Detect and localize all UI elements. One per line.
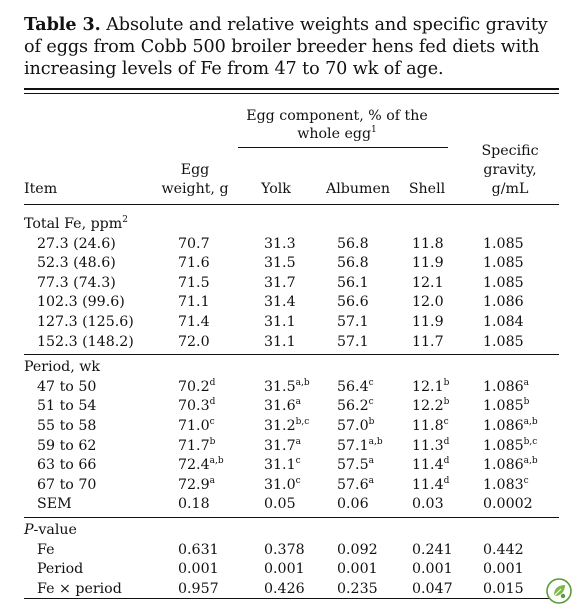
table-cell bbox=[337, 580, 378, 598]
table-cell bbox=[412, 378, 449, 396]
section-title bbox=[24, 358, 100, 376]
cell-significance-letter: c bbox=[209, 417, 215, 427]
cell-value: 1.083 bbox=[483, 476, 524, 493]
table-cell bbox=[483, 437, 537, 455]
section-title-italic: P bbox=[24, 522, 34, 538]
cell-value: 0.047 bbox=[412, 580, 453, 597]
cell-value: 71.4 bbox=[178, 314, 210, 330]
cell-value: 72.0 bbox=[178, 333, 210, 350]
cell-value: 1.086 bbox=[483, 418, 524, 434]
table-cell bbox=[178, 378, 215, 396]
top-rule-thick bbox=[24, 88, 559, 90]
cell-value: 11.7 bbox=[412, 333, 444, 350]
row-item: 63 to 66 bbox=[37, 457, 97, 474]
row-item: Fe × period bbox=[37, 580, 122, 597]
cell-value: 31.7 bbox=[264, 437, 296, 454]
table-cell bbox=[178, 541, 219, 559]
bottom-rule bbox=[24, 598, 559, 599]
cell-value: 12.1 bbox=[412, 378, 444, 395]
table-cell bbox=[178, 580, 219, 598]
table-cell bbox=[483, 560, 524, 578]
table-cell bbox=[337, 476, 374, 494]
cell-significance-letter: d bbox=[209, 377, 216, 388]
table-cell bbox=[337, 293, 369, 311]
cell-value: 56.4 bbox=[337, 378, 369, 395]
table-cell bbox=[264, 495, 296, 513]
header-bottom-rule bbox=[24, 204, 559, 205]
table-cell bbox=[412, 437, 449, 455]
section-title-text: Period, wk bbox=[24, 359, 101, 376]
section-title bbox=[24, 215, 128, 233]
cell-value: 0.05 bbox=[264, 496, 296, 513]
cell-value: 1.085 bbox=[483, 274, 524, 291]
header-yolk: Yolk bbox=[261, 181, 291, 197]
cell-value: 57.5 bbox=[337, 457, 369, 474]
table-cell bbox=[178, 254, 210, 272]
cell-value: 1.085 bbox=[483, 437, 524, 454]
table-cell bbox=[483, 378, 529, 396]
cell-value: 56.8 bbox=[337, 255, 369, 272]
header-group-line1: Egg component, % of the bbox=[246, 108, 428, 124]
cell-value: 1.086 bbox=[483, 457, 524, 474]
table-cell bbox=[412, 541, 453, 559]
cell-value: 0.235 bbox=[337, 580, 378, 597]
cell-value: 11.9 bbox=[412, 255, 444, 272]
header-egg-weight-1: Egg bbox=[180, 162, 210, 178]
cell-value: 1.086 bbox=[483, 294, 524, 311]
table-cell bbox=[412, 254, 444, 272]
table-label: Table 3. bbox=[24, 14, 101, 35]
row-item: Fe bbox=[37, 541, 55, 558]
table-cell bbox=[337, 437, 383, 455]
cell-value: 0.241 bbox=[412, 541, 453, 558]
table-cell bbox=[264, 476, 301, 494]
cell-significance-letter: b,c bbox=[295, 417, 310, 427]
cell-value: 0.631 bbox=[178, 541, 219, 558]
header-item: Item bbox=[24, 181, 58, 197]
section-rule bbox=[24, 517, 559, 518]
cell-significance-letter: a bbox=[523, 377, 529, 388]
row-item: 27.3 (24.6) bbox=[37, 235, 116, 252]
section-rule bbox=[24, 354, 559, 355]
cell-value: 71.0 bbox=[178, 418, 210, 434]
header-albumen: Albumen bbox=[326, 181, 390, 197]
table-cell bbox=[483, 333, 524, 351]
header-group-rule bbox=[238, 147, 448, 148]
row-item: 51 to 54 bbox=[37, 398, 97, 415]
header-shell: Shell bbox=[408, 181, 446, 197]
cell-value: 31.0 bbox=[264, 476, 296, 493]
table-cell bbox=[483, 417, 538, 435]
cell-value: 31.6 bbox=[264, 398, 296, 415]
cell-value: 31.1 bbox=[264, 333, 296, 350]
cell-significance-letter: a bbox=[368, 475, 374, 486]
cell-value: 31.4 bbox=[264, 294, 296, 311]
table-cell bbox=[337, 313, 369, 331]
cell-significance-letter: a bbox=[209, 475, 215, 486]
table-cell bbox=[483, 313, 524, 331]
cell-significance-letter: a bbox=[368, 456, 374, 467]
cell-value: 56.1 bbox=[337, 274, 369, 291]
top-rule-thin bbox=[24, 93, 559, 94]
cell-significance-letter: a,b bbox=[523, 417, 538, 427]
section-title bbox=[24, 521, 77, 539]
table-cell bbox=[264, 560, 305, 578]
cell-value: 12.0 bbox=[412, 294, 444, 311]
header-egg-weight-2: weight, g bbox=[161, 181, 229, 197]
header-group-line2: whole egg$^1$ bbox=[297, 125, 377, 142]
cell-significance-letter: b bbox=[443, 377, 450, 388]
table-cell bbox=[264, 417, 309, 435]
row-item: 102.3 (99.6) bbox=[37, 294, 125, 311]
table-cell bbox=[412, 397, 449, 415]
table-cell bbox=[337, 274, 369, 292]
table-cell bbox=[412, 293, 444, 311]
cell-significance-letter: b bbox=[209, 436, 216, 447]
table-cell bbox=[264, 235, 296, 253]
cell-value: 31.1 bbox=[264, 457, 296, 474]
cell-value: 1.085 bbox=[483, 398, 524, 415]
cell-value: 0.03 bbox=[412, 496, 444, 513]
cell-value: 56.2 bbox=[337, 398, 369, 415]
table-cell bbox=[483, 476, 529, 494]
cell-value: 57.1 bbox=[337, 333, 369, 350]
table-cell bbox=[412, 456, 449, 474]
table-cell bbox=[264, 541, 305, 559]
cell-significance-letter: a bbox=[295, 436, 301, 447]
table-cell bbox=[264, 397, 301, 415]
cell-value: 31.5 bbox=[264, 378, 296, 395]
cell-value: 0.001 bbox=[483, 561, 524, 578]
table-caption bbox=[24, 14, 564, 80]
table-cell bbox=[412, 580, 453, 598]
cell-value: 1.084 bbox=[483, 314, 524, 330]
table-cell bbox=[337, 333, 369, 351]
cell-significance-letter: c bbox=[295, 475, 301, 486]
cell-value: 0.378 bbox=[264, 541, 305, 558]
table-cell bbox=[264, 580, 305, 598]
cell-value: 1.086 bbox=[483, 378, 524, 395]
cell-value: 0.001 bbox=[412, 561, 453, 578]
table-cell bbox=[264, 456, 301, 474]
cell-value: 1.085 bbox=[483, 235, 524, 252]
table-cell bbox=[264, 437, 301, 455]
table-cell bbox=[483, 541, 524, 559]
row-item: 67 to 70 bbox=[37, 476, 97, 493]
table-cell bbox=[178, 456, 224, 474]
cell-value: 0.001 bbox=[264, 561, 305, 578]
cell-value: 0.001 bbox=[337, 561, 378, 578]
cell-significance-letter: c bbox=[523, 475, 529, 486]
cell-value: 11.3 bbox=[412, 437, 444, 454]
table-cell bbox=[483, 274, 524, 292]
cell-significance-letter: a,b bbox=[295, 377, 310, 388]
cell-value: 70.3 bbox=[178, 398, 210, 415]
table-cell bbox=[178, 333, 210, 351]
cell-value: 1.085 bbox=[483, 255, 524, 272]
header-sg-1: Specific bbox=[481, 143, 539, 159]
cell-value: 57.1 bbox=[337, 437, 369, 454]
table-cell bbox=[264, 333, 296, 351]
cell-value: 0.426 bbox=[264, 580, 305, 597]
table-cell bbox=[178, 397, 215, 415]
cell-value: 0.957 bbox=[178, 580, 219, 597]
header-sg-3: g/mL bbox=[491, 181, 529, 197]
table-cell bbox=[178, 417, 215, 435]
cell-value: 71.6 bbox=[178, 255, 210, 272]
table-cell bbox=[483, 397, 529, 415]
row-item: 55 to 58 bbox=[37, 418, 97, 434]
row-item: 59 to 62 bbox=[37, 437, 97, 454]
cell-significance-letter: b bbox=[443, 397, 450, 408]
cell-value: 12.1 bbox=[412, 274, 444, 291]
table-cell bbox=[264, 293, 296, 311]
cell-significance-letter: b bbox=[368, 417, 375, 427]
table-cell bbox=[337, 378, 374, 396]
cell-value: 57.0 bbox=[337, 418, 369, 434]
row-item: Period bbox=[37, 561, 84, 578]
table-cell bbox=[483, 580, 524, 598]
table-cell bbox=[178, 476, 215, 494]
cell-significance-letter: c bbox=[368, 397, 374, 408]
cell-value: 11.9 bbox=[412, 314, 444, 330]
cell-value: 11.8 bbox=[412, 418, 444, 434]
section-title-text: -value bbox=[33, 522, 77, 538]
cell-significance-letter: c bbox=[443, 417, 449, 427]
cell-significance-letter: d bbox=[443, 456, 450, 467]
cell-value: 31.3 bbox=[264, 235, 296, 252]
cell-significance-letter: a,b bbox=[523, 456, 538, 467]
table-cell bbox=[483, 456, 538, 474]
table-cell bbox=[178, 495, 210, 513]
section-title-text: Total Fe, ppm bbox=[24, 216, 123, 232]
cell-significance-letter: b,c bbox=[523, 436, 538, 447]
cell-value: 11.4 bbox=[412, 476, 444, 493]
table-cell bbox=[412, 235, 444, 253]
table-cell bbox=[337, 495, 369, 513]
row-item: 77.3 (74.3) bbox=[37, 274, 116, 291]
row-item: SEM bbox=[37, 496, 72, 513]
cell-significance-letter: a,b bbox=[209, 456, 224, 467]
cell-value: 31.7 bbox=[264, 274, 296, 291]
cell-value: 56.6 bbox=[337, 294, 369, 311]
cell-value: 70.7 bbox=[178, 235, 210, 252]
cell-value: 0.015 bbox=[483, 580, 524, 597]
table-cell bbox=[483, 254, 524, 272]
table-cell bbox=[337, 417, 374, 435]
cell-significance-letter: d bbox=[443, 436, 450, 447]
table-cell bbox=[264, 274, 296, 292]
cell-value: 0.06 bbox=[337, 496, 369, 513]
cell-value: 0.18 bbox=[178, 496, 210, 513]
table-cell bbox=[337, 456, 374, 474]
table-cell bbox=[483, 293, 524, 311]
cell-value: 0.092 bbox=[337, 541, 378, 558]
cell-value: 11.8 bbox=[412, 235, 444, 252]
cell-value: 71.5 bbox=[178, 274, 210, 291]
table-cell bbox=[412, 333, 444, 351]
table-cell bbox=[483, 235, 524, 253]
table-cell bbox=[264, 378, 310, 396]
cell-significance-letter: c bbox=[368, 377, 374, 388]
cell-value: 57.6 bbox=[337, 476, 369, 493]
cell-value: 72.4 bbox=[178, 457, 210, 474]
row-item: 52.3 (48.6) bbox=[37, 255, 116, 272]
table-cell bbox=[412, 495, 444, 513]
table-cell bbox=[178, 293, 210, 311]
cell-value: 71.7 bbox=[178, 437, 210, 454]
cell-significance-letter: b bbox=[523, 397, 530, 408]
cell-value: 0.0002 bbox=[483, 496, 533, 513]
table-cell bbox=[412, 417, 449, 435]
cell-value: 11.4 bbox=[412, 457, 444, 474]
cell-value: 12.2 bbox=[412, 398, 444, 415]
cell-value: 57.1 bbox=[337, 314, 369, 330]
table-cell bbox=[178, 235, 210, 253]
caption-text: Absolute and relative weights and specific gravity of eggs from Cobb 500 broiler breeder hens fed diets with increasing levels of Fe from 47 to 70 wk of age. bbox=[24, 15, 548, 79]
leaf-badge-icon bbox=[546, 578, 572, 604]
cell-significance-letter: d bbox=[443, 475, 450, 486]
table-cell bbox=[337, 541, 378, 559]
table-cell bbox=[337, 235, 369, 253]
cell-value: 31.1 bbox=[264, 314, 296, 330]
table-cell bbox=[337, 254, 369, 272]
cell-significance-letter: d bbox=[209, 397, 216, 408]
row-item: 47 to 50 bbox=[37, 378, 97, 395]
cell-value: 0.001 bbox=[178, 561, 219, 578]
table-cell bbox=[412, 313, 444, 331]
table-cell bbox=[178, 313, 210, 331]
cell-value: 31.5 bbox=[264, 255, 296, 272]
table-cell bbox=[483, 495, 533, 513]
row-item: 127.3 (125.6) bbox=[37, 314, 134, 330]
table-cell bbox=[178, 274, 210, 292]
row-item: 152.3 (148.2) bbox=[37, 333, 134, 350]
section-title-footnote: 2 bbox=[122, 215, 128, 225]
table-cell bbox=[178, 560, 219, 578]
header-sg-2: gravity, bbox=[483, 162, 537, 178]
cell-significance-letter: c bbox=[295, 456, 301, 467]
cell-significance-letter: a bbox=[295, 397, 301, 408]
cell-value: 71.1 bbox=[178, 294, 210, 311]
table-cell bbox=[412, 476, 449, 494]
table-cell bbox=[337, 397, 374, 415]
cell-value: 72.9 bbox=[178, 476, 210, 493]
table-cell bbox=[412, 560, 453, 578]
cell-value: 0.442 bbox=[483, 541, 524, 558]
table-cell bbox=[264, 254, 296, 272]
table-cell bbox=[337, 560, 378, 578]
cell-value: 56.8 bbox=[337, 235, 369, 252]
table-cell bbox=[412, 274, 444, 292]
table-cell bbox=[178, 437, 215, 455]
cell-significance-letter: a,b bbox=[368, 436, 383, 447]
cell-value: 1.085 bbox=[483, 333, 524, 350]
cell-value: 70.2 bbox=[178, 378, 210, 395]
cell-value: 31.2 bbox=[264, 418, 296, 434]
table-cell bbox=[264, 313, 296, 331]
